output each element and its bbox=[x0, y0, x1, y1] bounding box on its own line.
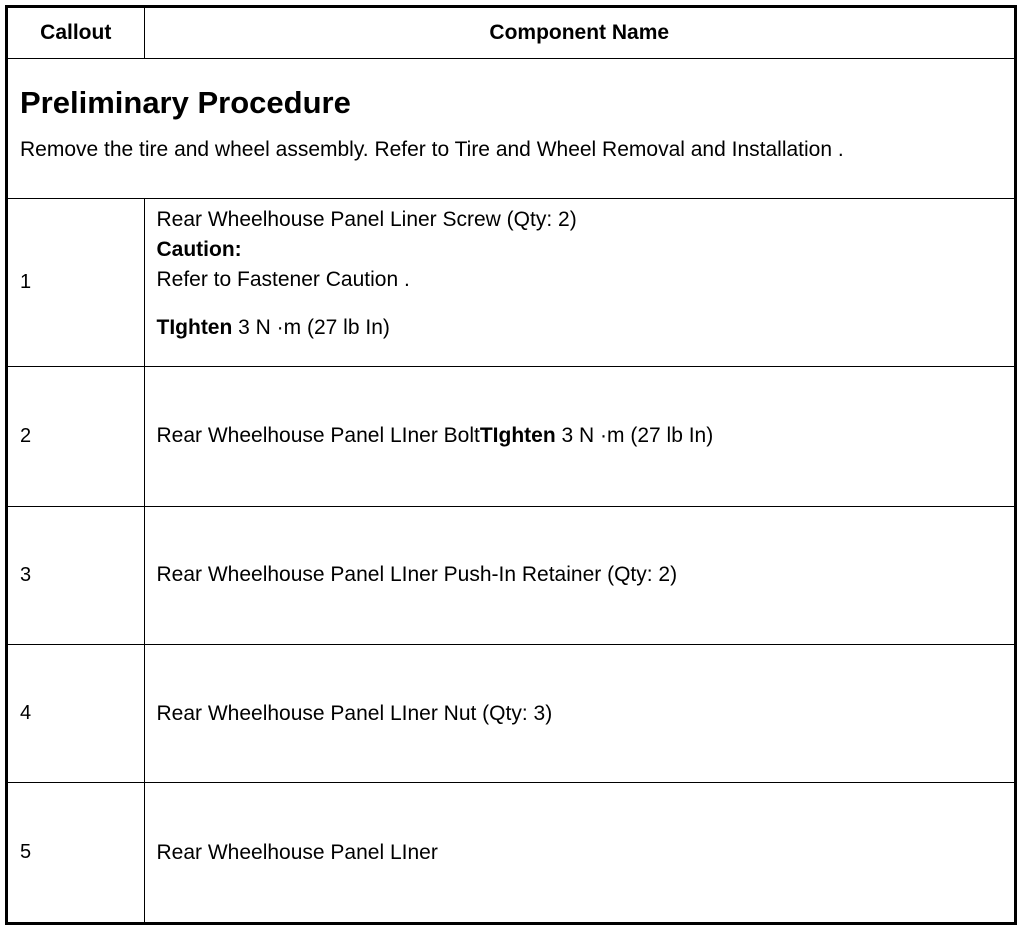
tighten-value: 3 N ·m (27 lb In) bbox=[232, 315, 390, 339]
table-row bbox=[8, 783, 1014, 922]
component-name: Rear Wheelhouse Panel LIner Bolt bbox=[156, 424, 480, 448]
table-header-row bbox=[8, 8, 1014, 58]
spacer bbox=[157, 295, 1015, 313]
tighten-value: 3 N ·m (27 lb In) bbox=[555, 424, 714, 448]
tighten-label: TIghten bbox=[156, 315, 233, 339]
caution-label: Caution: bbox=[156, 237, 242, 261]
component-name: Rear Wheelhouse Panel LIner Nut (Qty: 3) bbox=[144, 644, 1014, 782]
tighten-label: TIghten bbox=[479, 424, 556, 448]
callout-column-header: Callout bbox=[8, 8, 144, 58]
component-name: Rear Wheelhouse Panel LIner Push-In Retainer (Qty: 2) bbox=[144, 506, 1014, 644]
procedure-sheet bbox=[5, 5, 1017, 925]
preliminary-row bbox=[8, 58, 1014, 198]
component-name-cell bbox=[144, 367, 1014, 506]
callout-number: 2 bbox=[8, 367, 144, 506]
table-row bbox=[8, 198, 1014, 366]
caution-text: Refer to Fastener Caution . bbox=[156, 267, 410, 291]
components-table bbox=[8, 8, 1014, 922]
tighten-spec bbox=[157, 313, 1015, 343]
preliminary-text: Remove the tire and wheel assembly. Refer to Tire and Wheel Removal and Installation . bbox=[20, 137, 844, 161]
component-name: Rear Wheelhouse Panel Liner Screw (Qty: 2) bbox=[156, 207, 577, 231]
callout-number: 5 bbox=[8, 783, 144, 922]
table-row bbox=[8, 644, 1014, 782]
callout-number: 3 bbox=[8, 506, 144, 644]
callout-number: 1 bbox=[8, 198, 144, 366]
table-row bbox=[8, 506, 1014, 644]
component-name-column-header: Component Name bbox=[144, 8, 1014, 58]
component-name-cell bbox=[144, 198, 1014, 366]
preliminary-cell bbox=[8, 58, 1014, 198]
table-row bbox=[8, 367, 1014, 506]
callout-number: 4 bbox=[8, 644, 144, 782]
component-name: Rear Wheelhouse Panel LIner bbox=[144, 783, 1014, 922]
preliminary-title: Preliminary Procedure bbox=[20, 84, 351, 120]
